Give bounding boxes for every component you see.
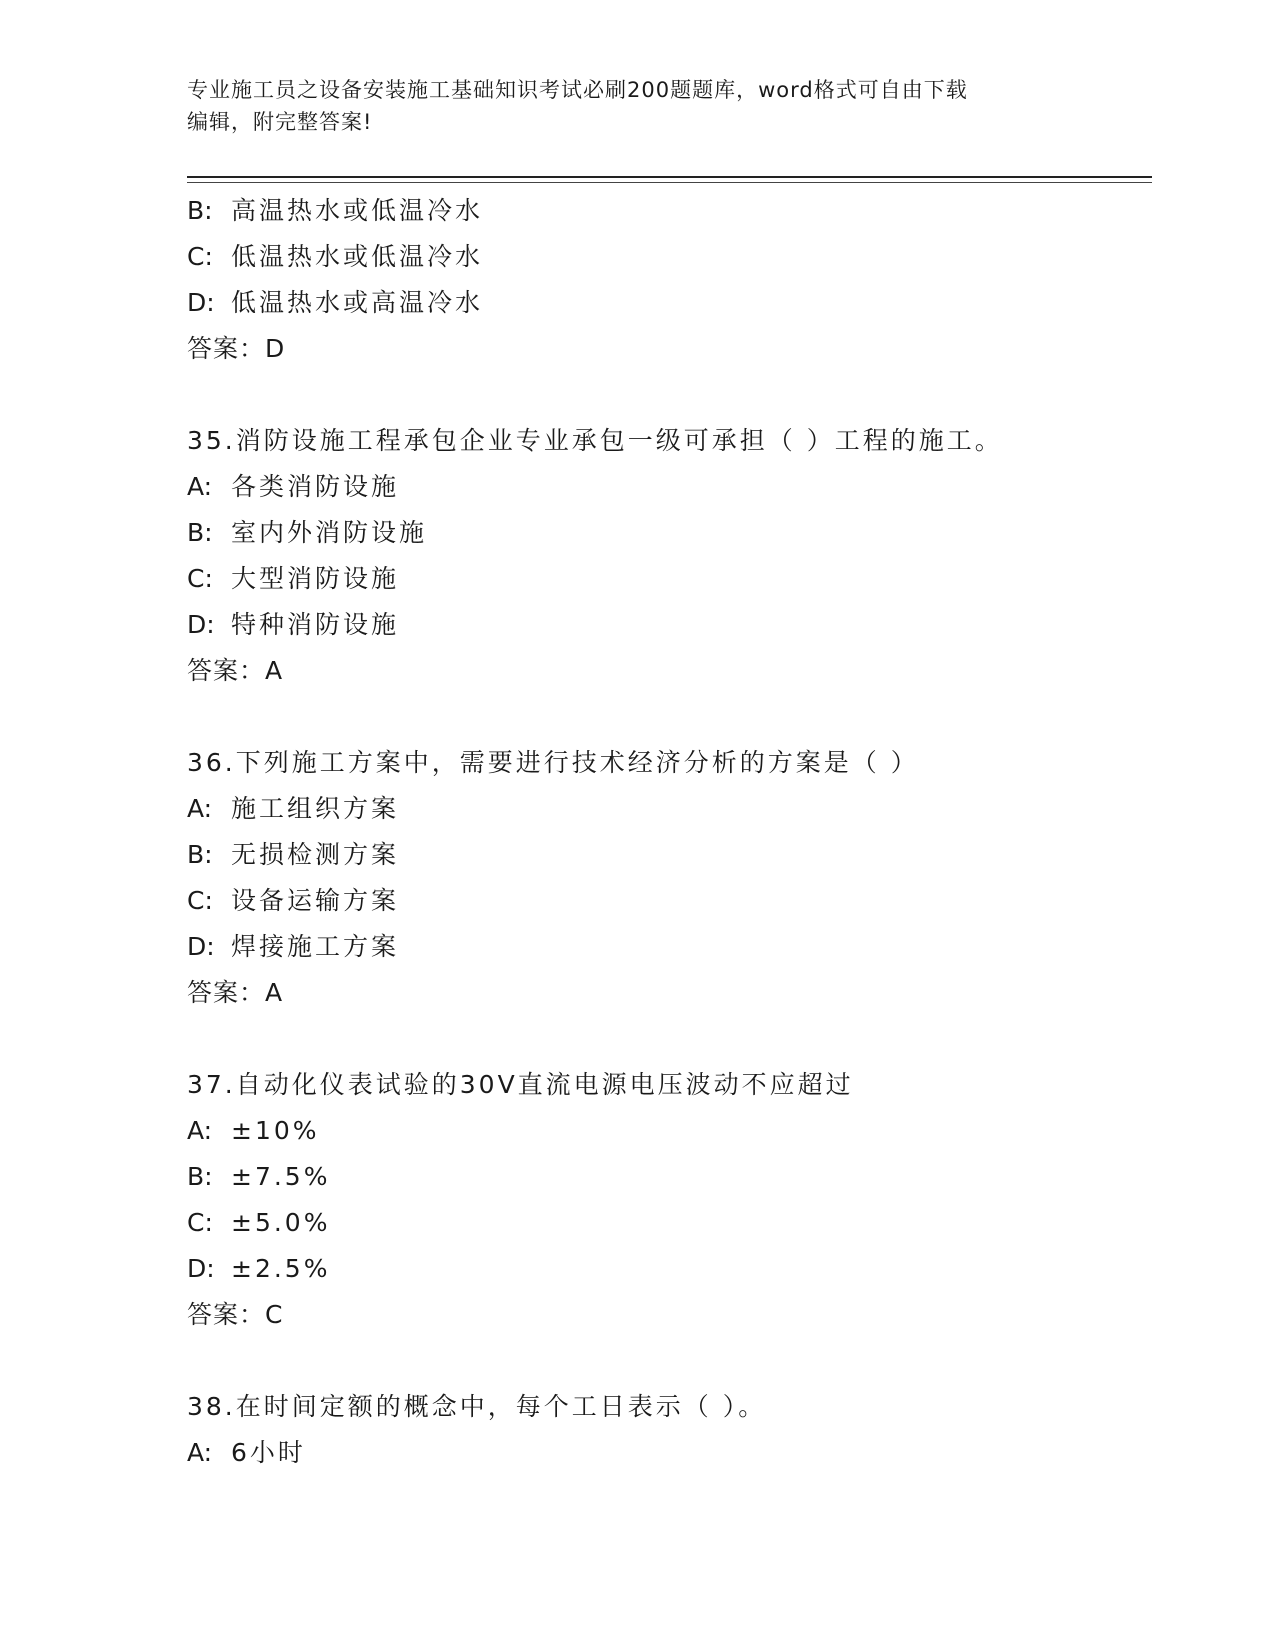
header-title-line-1: 专业施工员之设备安装施工基础知识考试必刷200题题库，word格式可自由下载 [187,78,968,102]
option-d: D: ±2.5% [187,1254,331,1283]
option-a: A: 各类消防设施 [187,472,400,501]
option-a: A: 6小时 [187,1438,306,1467]
answer-line: 答案：C [187,1300,284,1329]
option-c: C: 低温热水或低温冷水 [187,242,484,271]
option-c: C: 设备运输方案 [187,886,400,915]
option-c: C: ±5.0% [187,1208,331,1237]
question-stem: 37.自动化仪表试验的30V直流电源电压波动不应超过 [187,1070,854,1099]
option-b: B: 室内外消防设施 [187,518,428,547]
header-divider-thick [187,176,1152,178]
option-a: A: 施工组织方案 [187,794,400,823]
option-b: B: ±7.5% [187,1162,331,1191]
document-header [187,74,1087,138]
question-35 [187,418,1147,694]
header-title-line-2: 编辑，附完整答案! [187,110,373,134]
header-divider-thin [187,182,1152,183]
option-d: D: 焊接施工方案 [187,932,400,961]
option-b: B: 高温热水或低温冷水 [187,196,484,225]
option-d: D: 低温热水或高温冷水 [187,288,484,317]
option-c: C: 大型消防设施 [187,564,400,593]
question-list [187,188,1147,1476]
answer-line: 答案：A [187,656,284,685]
question-34-continued [187,188,1147,372]
question-stem: 38.在时间定额的概念中，每个工日表示（ ）。 [187,1392,767,1421]
question-stem: 36.下列施工方案中，需要进行技术经济分析的方案是（ ） [187,748,919,777]
option-a: A: ±10% [187,1116,320,1145]
question-38 [187,1384,1147,1476]
answer-line: 答案：D [187,334,286,363]
question-36 [187,740,1147,1016]
option-b: B: 无损检测方案 [187,840,400,869]
question-37 [187,1062,1147,1338]
question-stem: 35.消防设施工程承包企业专业承包一级可承担（ ）工程的施工。 [187,426,1003,455]
option-d: D: 特种消防设施 [187,610,400,639]
answer-line: 答案：A [187,978,284,1007]
